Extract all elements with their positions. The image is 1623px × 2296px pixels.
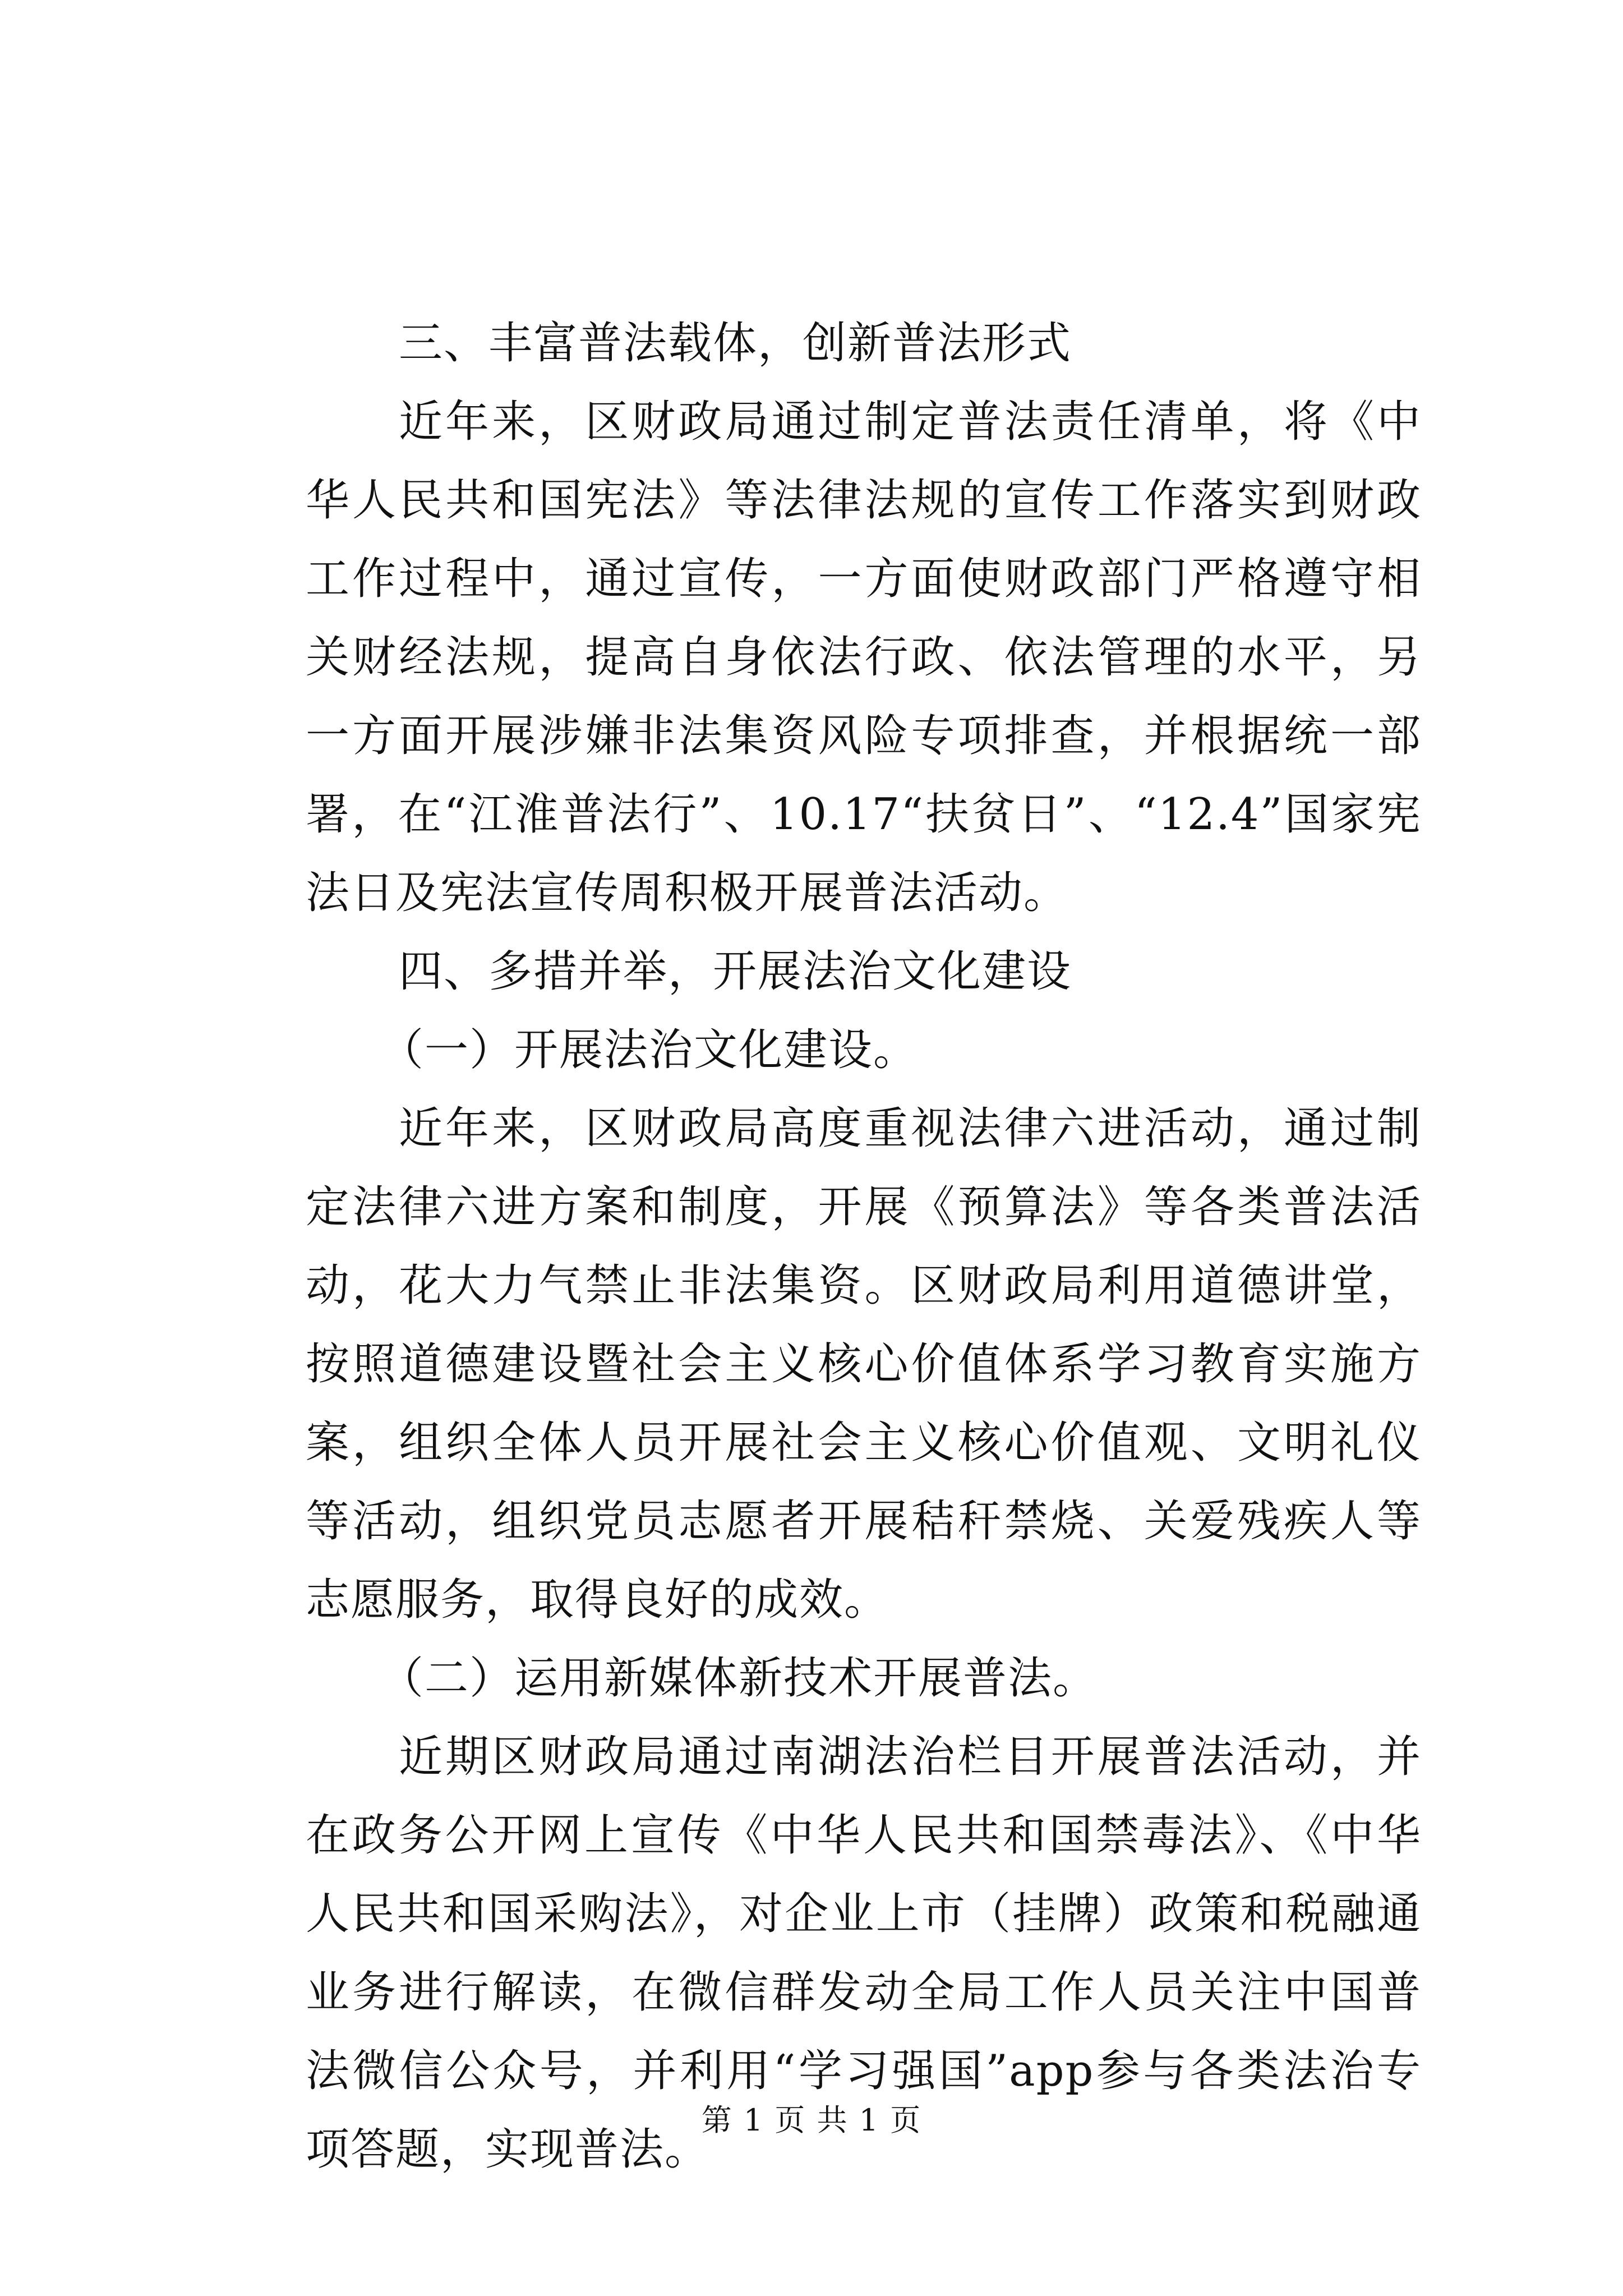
subheading-2: （二）运用新媒体新技术开展普法。 bbox=[380, 1653, 1098, 1704]
paragraph-3: 近期区财政局通过南湖法治栏目开展普法活动，并在政务公开网上宣传《中华人民共和国禁毒法》、《中华人民共和国采购法》，对企业上市（挂牌）政策和税融通业务进行解读，在微信群发动全局工作人员关注中国普法微信公众号，并利用“学习强国”app参与各类法治专项答题，实现普法。 bbox=[306, 1732, 1422, 2175]
section-heading-4: 四、多措并举，开展法治文化建设 bbox=[399, 946, 1072, 997]
section-heading-3: 三、丰富普法载体，创新普法形式 bbox=[399, 318, 1072, 369]
paragraph-1: 近年来，区财政局通过制定普法责任清单，将《中华人民共和国宪法》等法律法规的宣传工作落实到财政工作过程中，通过宣传，一方面使财政部门严格遵守相关财经法规，提高自身依法行政、依法管理的水平，另一方面开展涉嫌非法集资风险专项排查，并根据统一部署，在“江淮普法行”、10.17“扶贫日”、“12.4”国家宪法日及宪法宣传周积极开展普法活动。 bbox=[306, 397, 1422, 918]
page-footer: 第 1 页 共 1 页 bbox=[701, 2102, 922, 2138]
document-body bbox=[306, 304, 1422, 2189]
paragraph-2: 近年来，区财政局高度重视法律六进活动，通过制定法律六进方案和制度，开展《预算法》等各类普法活动，花大力气禁止非法集资。区财政局利用道德讲堂，按照道德建设暨社会主义核心价值体系学习教育实施方案，组织全体人员开展社会主义核心价值观、文明礼仪等活动，组织党员志愿者开展秸秆禁烧、关爱残疾人等志愿服务，取得良好的成效。 bbox=[306, 1103, 1422, 1625]
subheading-1: （一）开展法治文化建设。 bbox=[380, 1025, 919, 1075]
